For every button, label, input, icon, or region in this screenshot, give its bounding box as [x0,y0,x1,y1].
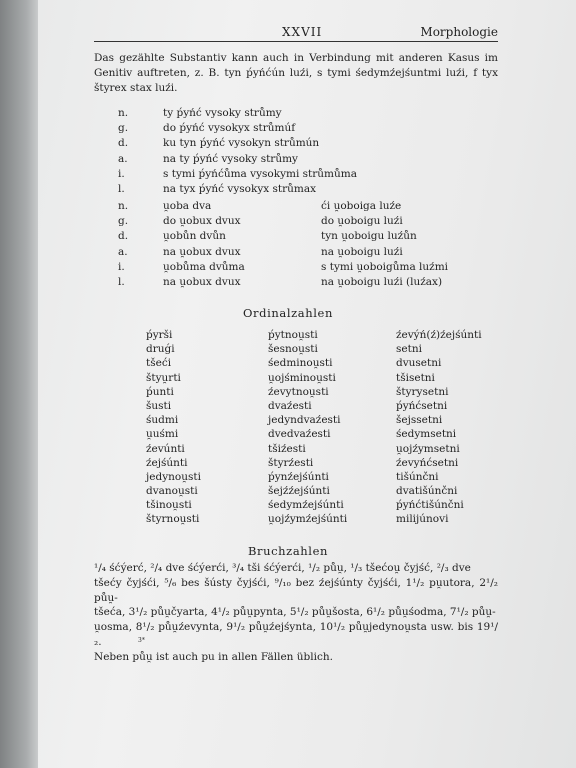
case-label: l. [118,182,125,195]
case-form: u̯obůma dvůma [163,260,245,273]
case-label: i. [118,260,125,273]
list-item: šesnou̯sti [268,343,318,356]
list-item: šejssetni [396,414,443,427]
case-form: ty ṕyńć vysoky strůmy [163,107,282,119]
case-label: a. [118,152,128,165]
fraction-line: tšeća, 3¹/₂ půu̯čyarta, 4¹/₂ půu̯pynta, 5¹/₂ půu̯šosta, 6¹/₂ půu̯śodma, 7¹/₂ půu̯- [94,606,496,619]
case-label: i. [118,167,125,180]
list-item: źevýń(ź)źejśúnti [396,329,482,341]
signature-mark: 3* [138,637,145,644]
list-item: ṕyńćtišúnčni [396,499,464,512]
list-item: u̯ojźymźejśúnti [268,513,348,526]
list-item: ṕyńćsetni [396,399,448,412]
list-item: źevúnti [146,442,185,455]
case-form: u̯oba dva [163,200,212,212]
list-item: dvatišúnčni [396,485,458,498]
fraction-heading: Bruchzahlen [247,544,328,558]
case-form: do u̯obux dvux [163,215,241,228]
intro-text: Das gezählte Substantiv kann auch in Verbindung mit anderen Kasus im Genitiv auftreten, z. B. tyn ṕyńćún luźi, s tymi śedymźejśuntmi luźi, f tyx štyrex stax luźi. [94,52,498,94]
section-title: Morphologie [420,25,498,39]
list-item: druǵi [146,343,175,356]
ordinal-column-2 [268,328,347,527]
case-form: na tyx ṕyńć vysokyx strůmax [163,182,317,195]
list-item: dvedvaźesti [268,428,331,441]
case-form: na u̯obux dvux [163,245,241,258]
intro-paragraph [94,51,498,96]
fractions-paragraph [94,561,498,665]
list-item: śedymsetni [396,428,457,441]
case-label: g. [118,215,129,228]
case-form-alt: na u̯oboigu luźi [321,245,403,258]
case-form-alt: do u̯oboigu luźi [321,215,403,228]
list-item: ṕynźejśúnti [268,470,329,483]
case-form: s tymi ṕyńćůma vysokymi strůmůma [163,167,357,180]
list-item: štyu̯rti [146,371,181,384]
ordinal-column-1 [146,328,201,527]
list-item: šejźźejśúnti [268,485,330,498]
ordinal-heading: Ordinalzahlen [243,306,333,320]
list-item: jedyndvaźesti [268,414,341,427]
case-form: u̯obůn dvůn [163,230,226,243]
case-label: d. [118,230,129,243]
ordinal-column-3 [396,328,482,527]
list-item: štyrźesti [268,456,314,469]
fraction-line: Neben půu̯ ist auch pu in allen Fällen üblich. [94,650,333,663]
list-item: ṕyrši [146,329,173,341]
list-item: u̯ojśminou̯sti [268,371,336,384]
list-item: u̯ojźymsetni [396,442,460,455]
case-form: na u̯obux dvux [163,275,241,288]
list-item: źevyńćsetni [396,456,459,469]
list-item: tšiźesti [268,442,306,455]
case-label: l. [118,275,125,288]
case-label: n. [118,107,129,119]
list-item: štyrysetni [396,385,449,398]
case-label: n. [118,200,129,212]
case-form-alt: s tymi u̯oboigůma luźmi [321,260,449,273]
case-form: ku tyn ṕyńć vysokyn strůmún [163,137,320,150]
list-item: dvusetni [396,357,442,370]
case-label: a. [118,245,128,258]
case-form: do ṕyńć vysokyx strůmúf [163,122,296,135]
list-item: tšinou̯sti [146,499,192,512]
list-item: dvaźesti [268,399,312,412]
case-label: g. [118,122,129,135]
list-item: jedynou̯sti [146,470,201,483]
list-item: śedymźejśúnti [268,499,344,512]
fraction-line: tšećy čyjśći, ⁵/₆ bes šústy čyjśći, ⁹/₁₀ bez źejśúnty čyjśći, 1¹/₂ pu̯utora, 2¹/₂ půu̯- [94,576,498,604]
list-item: štyrnou̯sti [146,513,200,526]
list-item: tišúnčni [396,470,439,483]
list-item: šusti [146,399,172,412]
case-form-alt: na u̯oboigu luźi (luźax) [321,275,443,288]
list-item: milijúnovi [396,513,449,526]
book-gutter [0,0,38,768]
list-item: źevytnou̯sti [268,385,329,398]
list-item: śedminou̯sti [268,357,333,370]
case-label: d. [118,137,129,150]
fraction-line: ¹/₄ śćýerć, ²/₄ dve śćýerći, ³/₄ tši śćýerći, ¹/₂ půu̯, ¹/₃ tšećou̯ čyjść, ²/₃ dve [94,562,471,574]
case-form-alt: tyn u̯oboigu luźůn [321,230,417,243]
fraction-line: u̯osma, 8¹/₂ půu̯źevynta, 9¹/₂ půu̯źejśynta, 10¹/₂ půu̯jedynou̯sta usw. bis 19¹/₂. [94,621,498,648]
case-form-alt: ći u̯oboiga luźe [321,200,402,212]
list-item: źejśúnti [146,456,188,469]
list-item: tšisetni [396,371,435,384]
list-item: dvanou̯sti [146,485,198,498]
page-number: XXVII [282,25,323,39]
running-header [94,22,498,42]
list-item: setni [396,343,422,356]
list-item: śudmi [146,414,179,427]
list-item: ṕunti [146,385,174,398]
list-item: tšeći [146,357,172,370]
list-item: ṕytnou̯sti [268,329,318,341]
list-item: u̯uśmi [146,428,179,441]
case-form: na ty ṕyńć vysoky strůmy [163,152,298,165]
